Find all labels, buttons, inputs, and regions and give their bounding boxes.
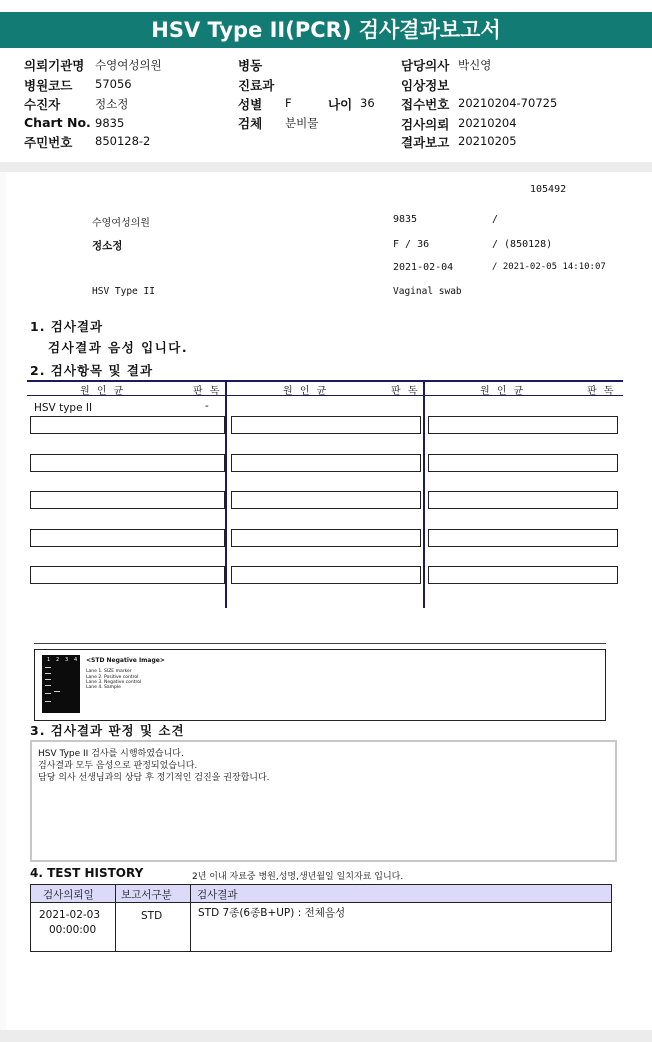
section3-title: 3. 검사결과 판정 및 소견 xyxy=(30,723,185,738)
header-chart: 9835 xyxy=(393,214,418,225)
hospital-label: 의뢰기관명 xyxy=(24,58,85,73)
opinion-line: 검사결과 모두 음성으로 판정되었습니다. xyxy=(38,761,198,771)
age-value: 36 xyxy=(360,96,375,110)
chart-label: Chart No. xyxy=(24,115,91,130)
result-cell xyxy=(428,416,618,434)
history-type: STD xyxy=(141,910,163,922)
result-cell xyxy=(30,491,225,509)
gel-legend-title: <STD Negative Image> xyxy=(86,657,165,664)
lane-number: 1 xyxy=(47,657,51,663)
result-cell xyxy=(30,416,225,434)
pathogen-result: - xyxy=(205,400,209,412)
section2-title: 2. 검사항목 및 결과 xyxy=(30,363,154,378)
section1-title: 1. 검사결과 xyxy=(30,319,104,334)
lane-number: 4 xyxy=(74,657,78,663)
gel-legend-line: Lane 1. SIZE marker xyxy=(86,669,132,674)
header-report-datetime: / 2021-02-05 14:10:07 xyxy=(492,262,606,272)
header-request-date: 2021-02-04 xyxy=(393,262,454,273)
pathogen-name: HSV type II xyxy=(34,402,93,414)
marker-band xyxy=(45,685,51,686)
history-col-divider xyxy=(115,885,116,951)
top-margin xyxy=(0,0,652,12)
code-value: 57056 xyxy=(95,77,132,91)
specimen-label: 검체 xyxy=(238,116,263,131)
history-result: STD 7종(6종B+UP) : 전체음성 xyxy=(198,907,346,919)
rrn-value: 850128-2 xyxy=(95,134,151,148)
col-pathogen-2: 원 인 균 xyxy=(283,386,329,397)
header-slash: / xyxy=(492,214,499,225)
col-pathogen-1: 원 인 균 xyxy=(80,386,126,397)
history-table xyxy=(30,884,612,952)
gel-electrophoresis-image xyxy=(42,655,80,713)
result-cell xyxy=(30,529,225,547)
hospital-value: 수영여성의원 xyxy=(95,58,162,72)
chart-value: 9835 xyxy=(95,116,125,130)
result-cell xyxy=(30,454,225,472)
results-grid-divider xyxy=(423,380,425,608)
image-top-rule xyxy=(34,643,606,644)
header-patient: 정소정 xyxy=(92,240,123,252)
gel-legend-line: Lane 2. Positive control xyxy=(86,675,139,680)
history-date: 2021-02-03 xyxy=(39,909,101,921)
marker-band xyxy=(45,701,51,702)
header-test-name: HSV Type II xyxy=(92,286,155,297)
bottom-margin xyxy=(0,1030,652,1042)
result-cell xyxy=(428,491,618,509)
specimen-value: 분비물 xyxy=(285,116,319,130)
history-header-result: 검사결과 xyxy=(197,889,238,901)
results-grid-divider xyxy=(225,380,227,608)
marker-band xyxy=(45,667,51,668)
code-label: 병원코드 xyxy=(24,78,73,93)
report-label: 결과보고 xyxy=(401,135,450,150)
left-margin xyxy=(0,172,6,1042)
sex-value: F xyxy=(285,96,292,110)
gel-legend-line: Lane 3. Negative control xyxy=(86,680,142,685)
document-number: 105492 xyxy=(530,184,567,195)
col-pathogen-3: 원 인 균 xyxy=(480,386,526,397)
result-cell xyxy=(428,566,618,584)
patient-label: 수진자 xyxy=(24,97,61,112)
lane-number: 2 xyxy=(56,657,60,663)
gel-legend-line: Lane 4. Sample xyxy=(86,685,121,690)
request-value: 20210204 xyxy=(458,116,517,130)
doctor-label: 담당의사 xyxy=(401,58,450,73)
report-value: 20210205 xyxy=(458,134,517,148)
history-note: 2년 이내 자료중 병원,성명,생년월일 일치자료 입니다. xyxy=(192,872,404,882)
col-judgement-2: 판 독 xyxy=(391,386,420,397)
marker-band xyxy=(45,679,51,680)
lane-number: 3 xyxy=(65,657,69,663)
result-cell xyxy=(231,529,421,547)
age-label: 나이 xyxy=(328,97,353,112)
history-col-divider xyxy=(190,885,191,951)
doctor-value: 박신영 xyxy=(458,58,492,72)
history-table-header xyxy=(31,885,611,903)
marker-band xyxy=(45,673,51,674)
report-title: HSV Type II(PCR) 검사결과보고서 xyxy=(0,12,652,48)
receipt-value: 20210204-70725 xyxy=(458,96,558,110)
col-judgement-1: 판 독 xyxy=(193,386,222,397)
marker-band xyxy=(45,693,51,694)
opinion-line: HSV Type II 검사를 시행하였습니다. xyxy=(38,749,184,759)
request-label: 검사의뢰 xyxy=(401,117,450,132)
header-hospital: 수영여성의원 xyxy=(92,218,150,229)
section4-title: 4. TEST HISTORY xyxy=(30,866,144,880)
header-birth: / (850128) xyxy=(492,239,553,250)
receipt-label: 접수번호 xyxy=(401,97,450,112)
header-specimen: Vaginal swab xyxy=(393,286,462,297)
opinion-line: 담당 의사 선생님과의 상담 후 정기적인 검진을 권장합니다. xyxy=(38,773,270,783)
result-cell xyxy=(428,454,618,472)
history-time: 00:00:00 xyxy=(49,924,97,936)
result-cell xyxy=(30,566,225,584)
section-separator xyxy=(0,162,652,172)
sex-label: 성별 xyxy=(238,97,263,112)
patient-info-panel xyxy=(0,48,652,162)
control-band xyxy=(54,691,60,692)
result-cell xyxy=(231,491,421,509)
patient-value: 정소정 xyxy=(95,97,129,111)
header-sex-age: F / 36 xyxy=(393,239,430,250)
result-summary: 검사결과 음성 입니다. xyxy=(48,340,189,355)
history-header-date: 검사의뢰일 xyxy=(43,889,94,901)
ward-label: 병동 xyxy=(238,58,263,73)
clinical-label: 임상정보 xyxy=(401,78,450,93)
result-cell xyxy=(231,416,421,434)
result-cell xyxy=(231,566,421,584)
result-cell xyxy=(428,529,618,547)
col-judgement-3: 판 독 xyxy=(587,386,616,397)
rrn-label: 주민번호 xyxy=(24,135,73,150)
history-header-type: 보고서구분 xyxy=(121,889,172,901)
dept-label: 진료과 xyxy=(238,78,275,93)
result-cell xyxy=(231,454,421,472)
